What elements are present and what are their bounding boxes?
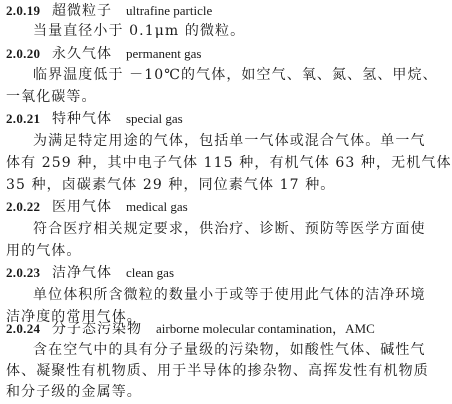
term-heading — [6, 196, 188, 218]
definition-line: 当量直径小于 0.1μm 的微粒。 — [33, 23, 246, 39]
term-name-en: ultrafine particle — [126, 3, 213, 18]
definition-line: 符合医疗相关规定要求，供治疗、诊断、预防等医学方面使 — [33, 221, 426, 237]
definition-line: 单位体积所含微粒的数量小于或等于使用此气体的洁净环境 — [33, 287, 426, 303]
term-name-zh: 特种气体 — [52, 111, 112, 127]
term-name-en: special gas — [126, 111, 183, 126]
term-name-zh: 医用气体 — [52, 199, 112, 215]
definition-line: 用的气体。 — [6, 243, 82, 259]
term-heading — [6, 0, 212, 22]
term-name-en: medical gas — [126, 199, 188, 214]
term-number: 2.0.22 — [6, 199, 41, 214]
definition-line: 35 种，卤碳素气体 29 种，同位素气体 17 种。 — [6, 177, 336, 193]
definition-line: 体、凝聚性有机物质、用于半导体的掺杂物、高挥发性有机物质 — [6, 363, 429, 379]
term-name-en: permanent gas — [126, 46, 202, 61]
definition-line: 体有 259 种，其中电子气体 115 种，有机气体 63 种，无机气体 — [6, 155, 452, 171]
term-name-en: airborne molecular contamination，AMC — [156, 321, 375, 336]
definition-line: 含在空气中的具有分子量级的污染物，如酸性气体、碱性气 — [33, 342, 426, 358]
term-number: 2.0.20 — [6, 46, 41, 61]
term-name-zh: 洁净气体 — [52, 265, 112, 281]
term-name-en: clean gas — [126, 265, 175, 280]
definition-line: 临界温度低于 －10℃的气体，如空气、氧、氮、氢、甲烷、 — [33, 67, 438, 83]
term-name-zh: 永久气体 — [52, 46, 112, 62]
term-name-zh: 超微粒子 — [52, 3, 112, 19]
term-heading — [6, 43, 201, 65]
term-heading — [6, 318, 375, 340]
term-number: 2.0.24 — [6, 321, 41, 336]
term-heading — [6, 108, 183, 130]
term-number: 2.0.21 — [6, 111, 41, 126]
term-number: 2.0.19 — [6, 3, 41, 18]
definition-line: 为满足特定用途的气体，包括单一气体或混合气体。单一气 — [33, 133, 426, 149]
definition-line: 一氧化碳等。 — [6, 89, 97, 105]
term-heading — [6, 262, 174, 284]
definition-line: 洁净度的常用气体。 — [6, 309, 142, 325]
definition-line: 和分子级的金属等。 — [6, 384, 142, 400]
term-name-zh: 分子态污染物 — [52, 321, 142, 337]
term-number: 2.0.23 — [6, 265, 41, 280]
